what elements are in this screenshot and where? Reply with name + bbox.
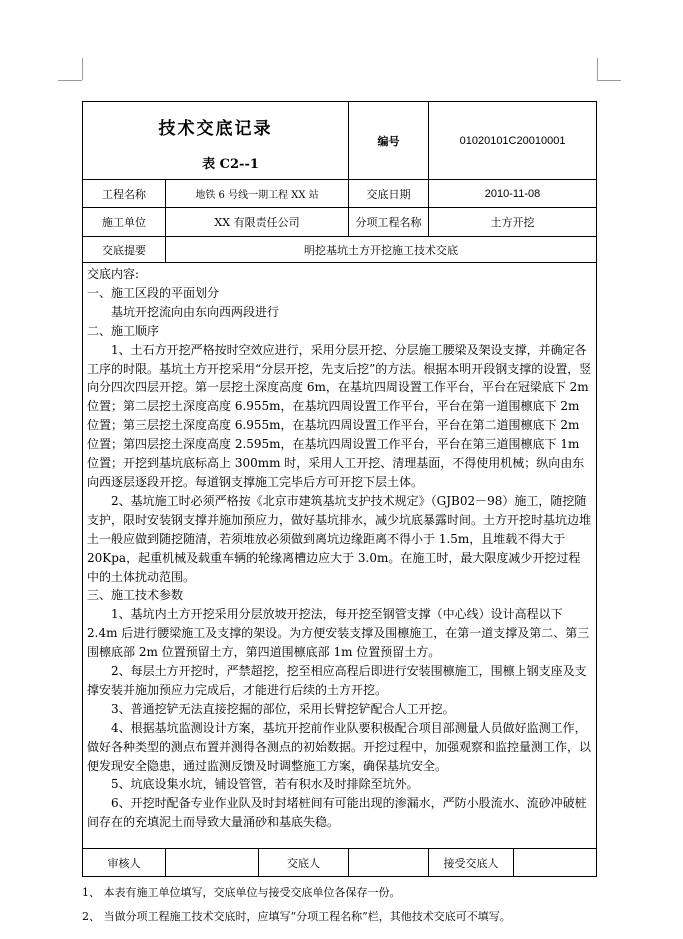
footnotes	[82, 881, 602, 929]
code-label: 编号	[349, 102, 429, 180]
footnote-2: 2、 当做分项工程施工技术交底时，应填写“分项工程名称”栏，其他技术交底可不填写。	[82, 910, 511, 923]
subitem-label: 分项工程名称	[349, 208, 429, 237]
crop-mark-top-left-v	[82, 58, 83, 80]
presenter-label: 交底人	[259, 849, 349, 877]
form-number: 表 C2--1	[202, 156, 259, 172]
section-2-title: 二、施工顺序	[87, 323, 160, 338]
unit-value: XX 有限责任公司	[166, 208, 349, 237]
crop-mark-top-left-h	[58, 80, 82, 81]
section-3-paragraph-1: 1、基坑内土方开挖采用分层放坡开挖法，每开挖至钢管支撑（中心线）设计高程以下 2.4m 后进行腰梁施工及支撑的架设。为方便安装支撑及围檩施工，在第一道支撑及第二、第三围檩底部 2m 位置预留土方，第四道围檩底部 1m 位置预留土方。	[87, 607, 590, 660]
unit-label: 施工单位	[83, 208, 166, 237]
signature-row	[83, 849, 597, 877]
summary-value: 明挖基坑土方开挖施工技术交底	[166, 237, 597, 263]
project-value: 地铁 6 号线一期工程 XX 站	[166, 180, 349, 208]
footnote-1: 1、 本表有施工单位填写，交底单位与接受交底单位各保存一份。	[82, 886, 401, 899]
section-2-paragraph-2: 2、基坑施工时必须严格按《北京市建筑基坑支护技术规定》（GJB02－98）施工，随挖随支护，限时安装钢支撑并施加预应力，做好基坑排水，减少坑底暴露时间。土方开挖时基坑边堆土一般应做到随挖随清，若须堆放必须做到离坑边缘距离不得小于 1.5m，且堆载不得大于 20Kpa，起重机械及载重车辆的轮缘离槽边应大于 3.0m。在施工时，最大限度减少开挖过程中的土体扰动范围。	[87, 493, 592, 584]
summary-label: 交底提要	[83, 237, 166, 263]
header-row	[83, 102, 597, 180]
presenter-signature-field[interactable]	[349, 849, 429, 877]
section-3-paragraph-2: 2、每层土方开挖时，严禁超挖，挖至相应高程后即进行安装围檩施工，围檩上钢支座及支撑安装并施加预应力完成后，才能进行后续的土方开挖。	[87, 664, 587, 697]
page-title: 技术交底记录	[158, 118, 273, 139]
receiver-label: 接受交底人	[429, 849, 514, 877]
crop-mark-top-right-h	[597, 80, 621, 81]
content-heading: 交底内容:	[87, 267, 140, 281]
section-1-text: 基坑开挖流向由东向西两段进行	[111, 304, 280, 319]
content-row	[83, 263, 597, 849]
section-2-paragraph-1: 1、土石方开挖严格按时空效应进行，采用分层开挖、分层施工腰梁及架设支撑，并确定各工序的时限。基坑土方开挖采用“分层开挖，先支后挖”的方法。根据本明开段钢支撑的设置，竖向分四次四层开挖。第一层挖土深度高度 6m，在基坑四周设置工作平台，平台在冠梁底下 2m 位置；第二层挖土深度高度 6.955m，在基坑四周设置工作平台，平台在第一道围檩底下 2m 位置；第三层挖土深度高度 6.955m，在基坑四周设置工作平台，平台在第二道围檩底下 2m 位置；第四层挖土深度高度 2.595m，在基坑四周设置工作平台，平台在第三道围檩底下 1m 位置；开挖到基坑底标高上 300mm 时，采用人工开挖、清理基面，不得使用机械；纵向由东向西逐层逐段开挖。每道钢支撑施工完毕后方可开挖下层土体。	[87, 342, 592, 489]
content-cell	[83, 263, 597, 849]
title-cell	[83, 102, 349, 180]
project-row	[83, 180, 597, 208]
unit-row	[83, 208, 597, 237]
section-3-title: 三、施工技术参数	[87, 588, 184, 603]
crop-mark-top-right-v	[597, 58, 598, 80]
section-3-paragraph-3: 3、普通挖铲无法直接挖掘的部位，采用长臂挖铲配合人工开挖。	[111, 701, 455, 716]
section-3-paragraph-5: 5、坑底设集水坑，铺设管管，若有积水及时排除至坑外。	[111, 777, 419, 792]
reviewer-signature-field[interactable]	[166, 849, 259, 877]
subitem-value: 土方开挖	[429, 208, 597, 237]
code-value: 01020101C20010001	[429, 102, 597, 180]
section-1-title: 一、施工区段的平面划分	[87, 285, 220, 300]
section-3-paragraph-4: 4、根据基坑监测设计方案，基坑开挖前作业队要积极配合项目部测量人员做好监测工作，做好各种类型的测点布置并测得各测点的初始数据。开挖过程中，加强观察和监控量测工作，以便发现安全隐患，通过监测反馈及时调整施工方案，确保基坑安全。	[87, 720, 592, 773]
date-label: 交底日期	[349, 180, 429, 208]
receiver-signature-field[interactable]	[514, 849, 597, 877]
disclosure-form-table	[82, 101, 597, 877]
section-3-paragraph-6: 6、开挖时配备专业作业队及时封堵桩间有可能出现的渗漏水，严防小股流水、流砂冲破桩间存在的充填泥土而导致大量涌砂和基底失稳。	[87, 796, 587, 830]
summary-row	[83, 237, 597, 263]
project-label: 工程名称	[83, 180, 166, 208]
date-value: 2010-11-08	[429, 180, 597, 208]
reviewer-label: 审核人	[83, 849, 166, 877]
